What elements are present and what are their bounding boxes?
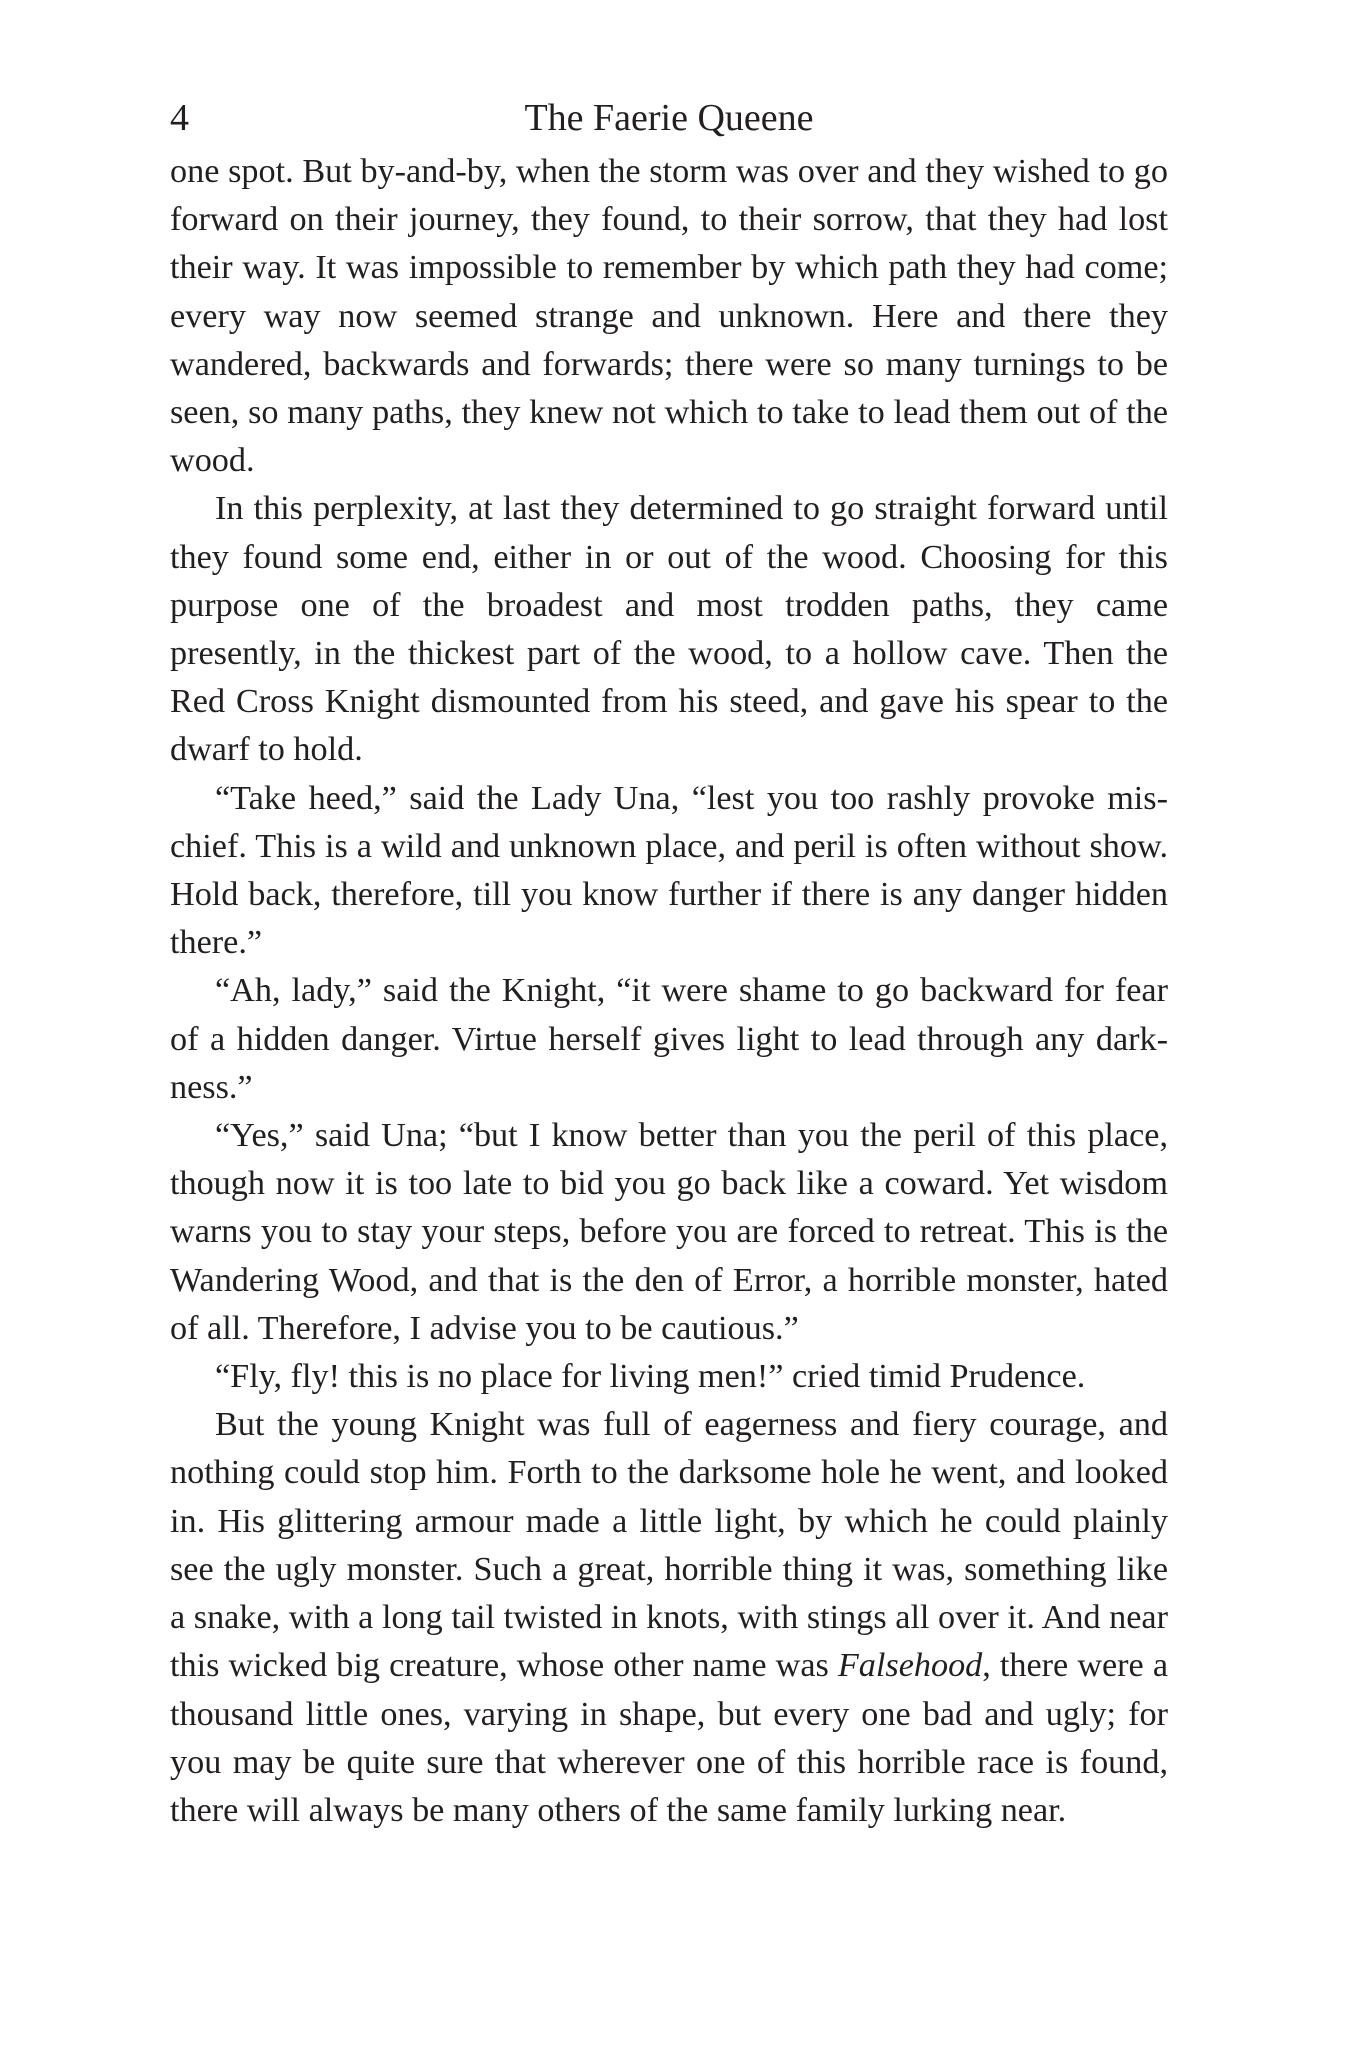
paragraph-3: “Take heed,” said the Lady Una, “lest you too rashly provoke mischief. This is a wild and unknown place, and peril is often without show. Hold back, therefore, till you know further if there is any danger hidden there.” xyxy=(170,779,1168,962)
paragraph-6: “Fly, fly! this is no place for living men!” cried timid Prudence. xyxy=(215,1358,1086,1396)
paragraph-7-text-before: But the young Knight was full of eagerness and fiery courage, and nothing could stop him. Forth to the darksome hole he went, and looked in. His glittering armour made a little light, by which he could plainly see the ugly monster. Such a great, horrible thing it was, something like a snake, with a long tail twisted in knots, with stings all over it. And near this wicked big creature, whose other name was xyxy=(170,1406,1168,1685)
body-text xyxy=(170,148,1168,1835)
book-title: The Faerie Queene xyxy=(524,97,814,139)
paragraph-1: one spot. But by-and-by, when the storm was over and they wished to go forward on their journey, they found, to their sorrow, that they had lost their way. It was impossible to remember by which path they had come; every way now seemed strange and unknown. Here and there they wandered, backwards and forwards; there were so many turnings to be seen, so many paths, they knew not which to take to lead them out of the wood. xyxy=(170,153,1168,480)
paragraph-7-emphasis: Falsehood xyxy=(837,1647,983,1685)
book-page xyxy=(170,90,1168,1835)
page-number: 4 xyxy=(170,97,189,139)
running-head xyxy=(170,90,1168,146)
paragraph-7-text-after: , there were a thousand little ones, varying in shape, but every one bad and ugly; for you may be quite sure that wherever one of this horrible race is found, there will always be many others of the same family lurking near. xyxy=(170,1647,1168,1829)
paragraph-4: “Ah, lady,” said the Knight, “it were shame to go backward for fear of a hidden danger. Virtue herself gives light to lead through any darkness.” xyxy=(170,972,1168,1106)
paragraph-5: “Yes,” said Una; “but I know better than you the peril of this place, though now it is too late to bid you go back like a coward. Yet wisdom warns you to stay your steps, before you are forced to retreat. This is the Wandering Wood, and that is the den of Error, a horrible monster, hated of all. Therefore, I advise you to be cautious.” xyxy=(170,1117,1168,1347)
paragraph-7 xyxy=(170,1401,1168,1835)
paragraph-2: In this perplexity, at last they determined to go straight forward until they found some end, either in or out of the wood. Choosing for this purpose one of the broadest and most trodden paths, they came presently, in the thickest part of the wood, to a hollow cave. Then the Red Cross Knight dismounted from his steed, and gave his spear to the dwarf to hold. xyxy=(170,490,1168,769)
